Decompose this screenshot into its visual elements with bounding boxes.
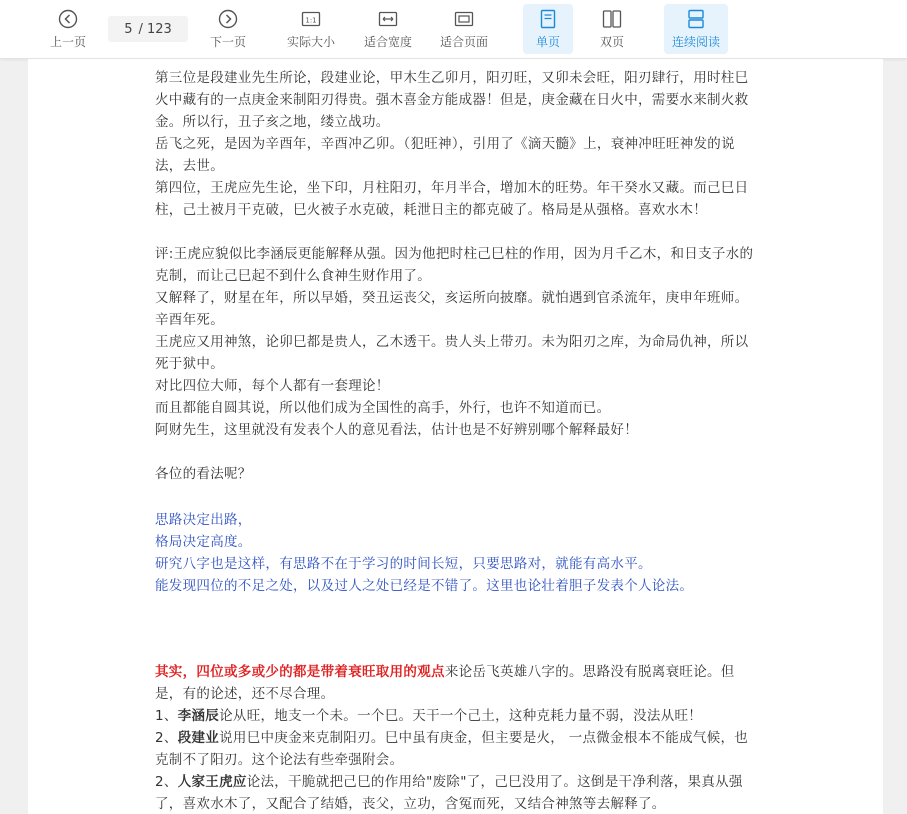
point-1-text: 论从旺，地支一个未。一个巳。天干一个己土，这种克耗力量不弱，没法从旺！	[219, 708, 703, 724]
point-2-text: 说用巳中庚金来克制阳刃。巳中虽有庚金，但主要是火， 一点微金根本不能成气候，也克制不了阳刃。这个论法有些牵强附会。	[155, 730, 749, 768]
page-number-field[interactable]	[108, 16, 188, 42]
paragraph-question: 各位的看法呢？	[155, 466, 252, 482]
fit-page-button[interactable]	[436, 4, 492, 54]
blue-line-3: 研究八字也是这样，有思路不在于学习的时间长短，只要思路对，就能有高水平。	[155, 556, 652, 572]
paragraph-shensha: 王虎应又用神煞，论卯巳都是贵人，乙木透干。贵人头上带刃。未为阳刃之库，为命局仇神，所以死于狱中。	[155, 334, 749, 372]
point-1-prefix: 1、	[155, 708, 178, 724]
viewer-toolbar	[0, 0, 907, 59]
single-page-icon	[537, 8, 559, 30]
single-page-label: 单页	[535, 35, 560, 49]
paragraph-actually-rest: 来论岳飞英雄八字的。思路没有脱离衰旺论。但是，有的论述，还不尽合理。	[155, 664, 735, 702]
fit-page-icon	[453, 8, 475, 30]
prev-page-button[interactable]	[44, 4, 92, 54]
continuous-read-button[interactable]	[664, 4, 728, 54]
point-3-text: 论法，干脆就把己巳的作用给"废除"了，己巳没用了。这倒是干净利落，果真从强了，喜欢水木了，又配合了结婚，丧父，立功，含冤而死，又结合神煞等去解释了。	[155, 774, 743, 812]
highlight-red: 其实，四位或多或少的都是带着衰旺取用的观点	[155, 664, 445, 680]
actual-size-icon	[300, 8, 322, 30]
paragraph-wang: 第四位，王虎应先生论，坐下印，月柱阳刃，年月半合，增加木的旺势。年干癸水又藏。而己巳日柱，己土被月干克破，巳火被子水克破，耗泄日主的都克破了。格局是从强格。喜欢水木！	[155, 180, 749, 218]
point-2-prefix: 2、	[155, 730, 178, 746]
actual-size-label: 实际大小	[286, 35, 335, 49]
paragraph-yuefei-death: 岳飞之死，是因为辛酉年，辛酉冲乙卯。（犯旺神），引用了《滴天髓》上，衰神冲旺旺神发的说法，去世。	[155, 136, 735, 174]
continuous-read-label: 连续阅读	[671, 35, 720, 49]
paragraph-point-1	[155, 705, 755, 727]
blue-line-4: 能发现四位的不足之处，以及过人之处已经是不错了。这里也论壮着胆子发表个人论法。	[155, 578, 694, 594]
blue-line-2: 格局决定高度。	[155, 534, 252, 550]
paragraph-wealth: 又解释了，财星在年，所以早婚，癸丑运丧父，亥运所向披靡。就怕遇到官杀流年，庚申年班师。辛酉年死。	[155, 290, 749, 328]
document-page	[28, 59, 883, 814]
prev-page-label: 上一页	[49, 35, 86, 49]
point-3-name: 人家王虎应	[177, 774, 247, 790]
chevron-right-circle-icon	[217, 8, 239, 30]
double-page-label: 双页	[599, 35, 624, 49]
paragraph-review: 评:王虎应貌似比李涵辰更能解释从强。因为他把时柱己巳柱的作用，因为月千乙木，和日支子水的克制，而让己巳起不到什么食神生财作用了。	[155, 246, 754, 284]
paragraph-selfconsistent: 而且都能自圆其说，所以他们成为全国性的高手，外行，也许不知道而已。	[155, 400, 611, 416]
paragraph-duan: 第三位是段建业先生所论，段建业论，甲木生乙卯月，阳刃旺，又卯未会旺，阳刃肆行，用时柱巳火中藏有的一点庚金来制阳刃得贵。强木喜金方能成器！但是，庚金藏在日火中，需要水来制火救金。所以行，丑子亥之地，缕立战功。	[155, 70, 749, 130]
point-3-prefix: 2、	[155, 774, 178, 790]
double-page-icon	[601, 8, 623, 30]
point-1-name: 李涵辰	[177, 708, 220, 724]
page-current[interactable]: 5	[124, 21, 133, 37]
fit-width-button[interactable]	[360, 4, 416, 54]
paragraph-point-3	[155, 771, 755, 814]
paragraph-point-2	[155, 727, 755, 771]
paragraph-actually	[155, 661, 755, 705]
double-page-button[interactable]	[588, 4, 636, 54]
page-total: / 123	[138, 21, 172, 37]
paragraph-compare: 对比四位大师，每个人都有一套理论！	[155, 378, 390, 394]
next-page-label: 下一页	[209, 35, 246, 49]
chevron-left-circle-icon	[57, 8, 79, 30]
blue-line-1: 思路决定出路，	[155, 512, 252, 528]
continuous-read-icon	[685, 8, 707, 30]
fit-width-icon	[377, 8, 399, 30]
paragraph-acai: 阿财先生，这里就没有发表个人的意见看法，估计也是不好辨别哪个解释最好！	[155, 422, 638, 438]
single-page-button[interactable]	[523, 4, 573, 54]
fit-page-label: 适合页面	[439, 35, 488, 49]
fit-width-label: 适合宽度	[363, 35, 412, 49]
point-2-name: 段建业	[177, 730, 220, 746]
next-page-button[interactable]	[204, 4, 252, 54]
svg-text:1:1: 1:1	[305, 16, 317, 25]
actual-size-button[interactable]	[283, 4, 339, 54]
